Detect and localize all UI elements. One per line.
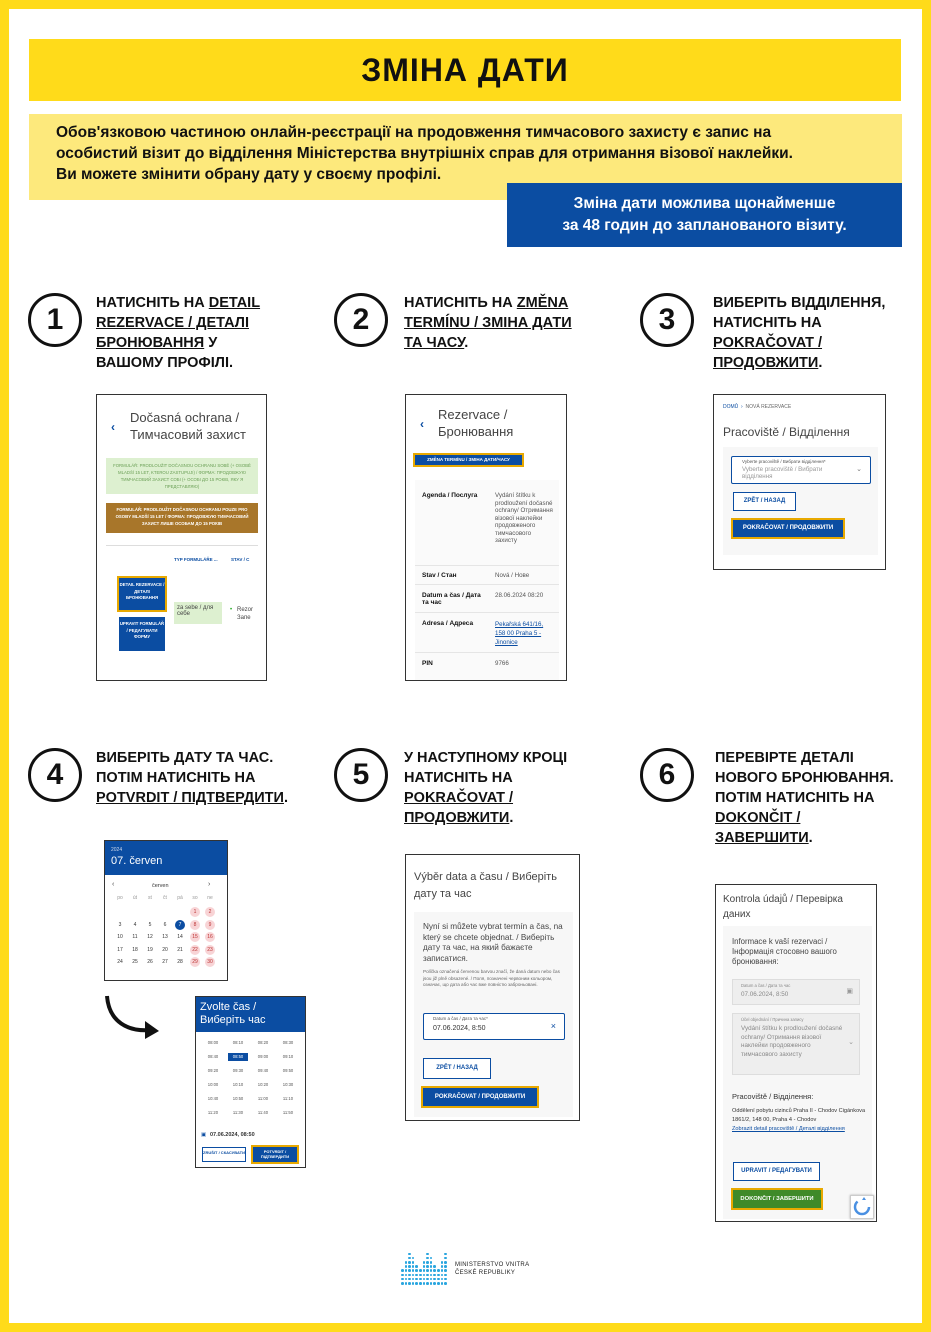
field-value: 07.06.2024, 8:50 [741,991,789,998]
step-text-pre: ВИБЕРІТЬ ДАТУ ТА ЧАС. ПОТІМ НАТИСНІТЬ НА [96,750,274,786]
form-brown[interactable]: FORMULÁŘ: PRODLOUŽIT DOČASNOU OCHRANU POUZE PRO OSOBY MLADŠÍ 15 LET / ФОРМА: ПРОДОВЖУЮ ТИМЧАСОВИЙ ЗАХИСТ ЛИШЕ ОСОБАМ ДО 15 РОКІВ [106,503,258,533]
notice-box [507,183,902,247]
row-value: Nová / Нове [495,572,530,579]
back-chevron-icon[interactable]: ‹ [111,420,115,434]
workplace-label: Pracoviště / Відділення: [732,1092,814,1101]
breadcrumb-home[interactable]: DOMŮ [723,404,739,410]
step-text-link: POTVRDIT / ПІДТВЕРДИТИ [96,790,284,806]
instructions: Nyní si můžete vybrat termín a čas, na který se chcete objednat. / Виберіть дату та час, на який бажаєте записатися. [423,922,563,963]
edit-form-button[interactable]: UPRAVIT FORMULÁŘ / РЕДАГУВАТИ ФОРМУ [119,617,165,651]
step-text-3 [713,293,908,373]
time-slot[interactable]: 08:20 [257,1040,269,1045]
calendar-day[interactable]: 30 [205,957,215,967]
clear-icon[interactable]: × [550,1021,556,1031]
screenshot-time [195,996,306,1168]
step-text-post: . [808,830,813,846]
calendar-day[interactable]: 23 [205,945,215,955]
select-label: Vyberte pracoviště / Вибрати відділення* [742,459,826,464]
calendar-day[interactable]: 15 [190,932,200,942]
calendar-year: 2024 [111,847,123,853]
calendar-day[interactable]: 19 [147,946,153,953]
weekday-label: út [132,895,138,901]
screenshot-profile [96,394,267,681]
time-slot[interactable]: 09:20 [207,1068,219,1073]
row-value: 28.06.2024 08:20 [495,592,544,599]
column-state: STAV / С [231,557,250,562]
weekday-label: pá [177,895,183,901]
workplace-select[interactable] [731,456,871,484]
calendar-day[interactable]: 8 [190,920,200,930]
time-slot[interactable]: 08:10 [232,1040,244,1045]
back-button[interactable]: ZPĚT / НАЗАД [423,1058,491,1079]
time-slot[interactable]: 09:10 [282,1054,294,1059]
field-label: Datum a čas / Дата та час [741,983,791,988]
form-green[interactable]: FORMULÁŘ: PRODLOUŽIT DOČASNOU OCHRANU SOBĚ (+ OSOBĚ MLADŠÍ 15 LET, KTEROU ZASTUPUJI) / ФОРМА: ПРОДОВЖУЮ ТИМЧАСОВИЙ ЗАХИСТ СОБІ (+ ОСОБІ ДО 15 РОКІВ, ЯКУ Я ПРЕДСТАВЛЯЮ) [106,458,258,494]
calendar-day[interactable]: 3 [118,921,122,928]
time-slot[interactable]: 10:40 [207,1096,219,1101]
row-label: Datum a čas / Дата та час [422,592,481,606]
calendar-day[interactable]: 10 [117,934,123,940]
step-text-4 [96,748,311,808]
select-placeholder: Vyberte pracoviště / Вибрати відділення [742,466,823,480]
screenshot-reservation [405,394,567,681]
notice-line: за 48 годин до запланованого візиту. [562,217,847,234]
selected-datetime: 07.06.2024, 08:50 [210,1132,255,1138]
step-text-link: ZMĚNA TERMÍNU / ЗМІНА ДАТИ ТА ЧАСУ [404,295,572,351]
prev-month-icon[interactable]: ‹ [112,881,115,888]
breadcrumb-current: NOVÁ REZERVACE [745,404,792,410]
step-text-post: У ВАШОМУ ПРОФІЛІ. [96,335,234,371]
ministry-name [455,1261,529,1277]
row-label: PIN [422,660,433,667]
screen-title: Dočasná ochrana / Тимчасовий захист [130,410,246,442]
continue-button[interactable]: POKRAČOVAT / ПРОДОВЖИТИ [733,520,843,537]
notice-line: Зміна дати можлива щонайменше [573,195,836,212]
weekday-label: čt [163,895,167,901]
time-slot[interactable]: 10:20 [257,1082,269,1087]
change-date-button[interactable]: ZMĚNA TERMÍNU / ЗМІНА ДАТИ/ЧАСУ [415,455,522,465]
field-value: Vydání štítku k prodloužení dočasné ochrany/ Отримання візової наклейки продовженого тимчасового захисту [741,1025,843,1058]
calendar-day[interactable]: 5 [148,921,152,928]
time-slot[interactable]: 08:40 [207,1054,219,1059]
recaptcha-icon[interactable] [850,1195,874,1219]
field-value: 07.06.2024, 8:50 [433,1025,486,1032]
detail-reservation-button[interactable]: DETAIL REZERVACE / ДЕТАЛІ БРОНЮВАННЯ [119,578,165,610]
calendar-day[interactable]: 22 [190,945,200,955]
workplace-text: Oddělení pobytu cizinců Praha II - Chodov Cigánkova 1861/2, 148 00, Praha 4 - Chodov [732,1108,866,1123]
calendar-day[interactable]: 13 [162,934,168,940]
step-text-2 [404,293,594,353]
finish-button[interactable]: DOKONČIT / ЗАВЕРШИТИ [733,1190,821,1208]
time-slot[interactable]: 09:00 [257,1054,269,1059]
calendar-day[interactable]: 25 [132,959,138,965]
state-dot-icon: • [230,607,233,613]
calendar-day[interactable]: 2 [205,907,215,917]
step-text-1 [96,293,286,373]
curved-arrow-icon [103,992,163,1042]
screen-title: Kontrola údajů / Перевірка даних [723,894,843,920]
calendar-day[interactable]: 29 [190,957,200,967]
time-slot[interactable]: 11:10 [282,1096,294,1101]
note: Políčka označená červenou barvou značí, že daná datum nebo čas jsou již plně obsazené. / Поля, позначені червоним кольором, означає, що дата або час вже повністю заброньовані. [423,969,560,987]
step-text-pre: У НАСТУПНОМУ КРОЦІ НАТИСНІТЬ НА [404,750,568,786]
time-slot[interactable]: 09:30 [232,1068,244,1073]
step-text-link: POKRAČOVAT / ПРОДОВЖИТИ [404,790,514,826]
step-number-1: 1 [28,293,82,347]
step-text-link: DETAIL REZERVACE / ДЕТАЛІ БРОНЮВАННЯ [96,295,261,351]
step-number-6: 6 [640,748,694,802]
step-text-pre: ПЕРЕВІРТЕ ДЕТАЛІ НОВОГО БРОНЮВАННЯ. ПОТІМ НАТИСНІТЬ НА [715,750,894,806]
screenshot-date-time [405,854,580,1121]
step-text-pre: НАТИСНІТЬ НА [404,295,517,311]
calendar-day[interactable]: 4 [133,921,137,928]
calendar-month: červen [152,883,169,889]
step-text-post: . [283,790,288,806]
back-chevron-icon[interactable]: ‹ [420,417,424,431]
calendar-day[interactable]: 24 [117,959,123,965]
workplace-detail-link[interactable]: Zobrazit detail pracoviště / Деталі відділення [732,1126,845,1132]
time-slot[interactable]: 08:50 [228,1053,248,1061]
row-value: 9766 [495,660,509,667]
edit-button[interactable]: UPRAVIT / РЕДАГУВАТИ [733,1162,820,1181]
calendar-icon: ▣ [201,1132,207,1138]
calendar-day[interactable]: 11 [132,934,138,940]
column-type: TYP FORMULÁŘE ... [174,557,218,562]
date-field [732,979,860,1005]
step-number-3: 3 [640,293,694,347]
step-number-5: 5 [334,748,388,802]
ministry-name-line2: ČESKÉ REPUBLIKY [455,1270,516,1276]
time-slot[interactable]: 11:00 [257,1096,269,1101]
time-slot[interactable]: 10:50 [232,1096,244,1101]
breadcrumb: DOMŮ › NOVÁ REZERVACE [723,404,792,410]
title-banner [29,39,901,101]
page-title: ЗМІНА ДАТИ [361,52,569,88]
calendar-date: 07. červen [111,855,163,867]
time-slot[interactable]: 11:40 [257,1110,269,1115]
intro-line: Ви можете змінити обрану дату у своєму профілі. [56,166,442,183]
time-slot[interactable]: 10:30 [282,1082,294,1087]
screenshot-workplace [713,394,886,570]
step-text-post: . [818,355,823,371]
calendar-day[interactable]: 14 [177,934,183,940]
step-text-post: . [509,810,514,826]
calendar-day[interactable]: 7 [175,920,185,930]
weekday-label: po [117,895,123,901]
step-text-pre: ВИБЕРІТЬ ВІДДІЛЕННЯ, НАТИСНІТЬ НА [713,295,886,331]
row-label: Stav / Стан [422,572,457,579]
field-label: Datum a čas / Дата та час* [433,1016,488,1021]
time-slot[interactable]: 11:30 [232,1110,244,1115]
row-label: Adresa / Адреса [422,620,474,627]
step-text-link: POKRAČOVAT / ПРОДОВЖИТИ [713,335,823,371]
cancel-button[interactable]: ZRUŠIT / СКАСУВАТИ [202,1147,246,1162]
step-number-2: 2 [334,293,388,347]
calendar-day[interactable]: 21 [177,946,183,953]
row-value: Vydání štítku k prodloužení dočasné ochrany/ Отримання візової наклейки продовженого тимчасового захисту [495,492,553,544]
time-slot[interactable]: 09:40 [257,1068,269,1073]
step-text-link: DOKONČIT / ЗАВЕРШИТИ [715,810,809,846]
continue-button[interactable]: POKRAČOVAT / ПРОДОВЖИТИ [423,1088,537,1106]
time-slot[interactable]: 10:00 [207,1082,219,1087]
step-text-5 [404,748,594,828]
confirm-button[interactable]: POTVRDIT / ПІДТВЕРДИТИ [253,1147,297,1162]
info-text: Informace k vaší rezervaci / Інформація стосовно вашого бронювання: [732,937,837,966]
ministry-logo-icon [401,1247,449,1285]
calendar-day[interactable]: 26 [147,959,153,965]
time-title: Zvolte čas / Виберіть час [200,1001,266,1026]
calendar-day[interactable]: 12 [147,934,153,940]
time-slot[interactable]: 10:10 [232,1082,244,1087]
time-slot[interactable]: 08:00 [207,1040,219,1045]
weekday-label: st [148,895,152,901]
agenda-field [732,1013,860,1075]
screen-title: Pracoviště / Відділення [723,425,850,439]
calendar-day[interactable]: 27 [162,959,168,965]
calendar-day[interactable]: 18 [132,946,138,953]
next-month-icon[interactable]: › [208,881,211,888]
intro-line: Обов'язковою частиною онлайн-реєстрації на продовження тимчасового захисту є запис на [56,124,772,141]
ministry-name-line1: MINISTERSTVO VNITRA [455,1262,530,1268]
chevron-down-icon: ⌄ [848,1039,854,1046]
screen-title: Výběr data a času / Виберіть дату та час [414,871,557,900]
calendar-day[interactable]: 9 [205,920,215,930]
calendar-day[interactable]: 28 [177,959,183,965]
time-slot[interactable]: 11:20 [207,1110,219,1115]
chevron-down-icon: ⌄ [856,466,862,473]
screenshot-review [715,884,877,1222]
address-link[interactable]: Pekařská 641/16, 158 00 Praha 5 - Jinonice [495,621,544,646]
time-slot[interactable]: 08:30 [282,1040,294,1045]
calendar-day[interactable]: 16 [205,932,215,942]
weekday-label: ne [207,895,213,901]
step-text-pre: НАТИСНІТЬ НА [96,295,209,311]
type-cell: za sebe / для себе [174,602,222,624]
weekday-label: so [192,895,198,901]
calendar-day[interactable]: 6 [163,921,167,928]
field-label: Účel objednání / Причина запису [741,1017,804,1022]
screen-title: Rezervace / Бронювання [438,407,514,439]
calendar-day[interactable]: 17 [117,946,123,953]
time-slot[interactable]: 11:50 [282,1110,294,1115]
step-text-6 [715,748,895,848]
time-slot[interactable]: 09:50 [282,1068,294,1073]
calendar-day[interactable]: 20 [162,946,168,953]
screenshot-calendar [104,840,228,981]
row-label: Agenda / Послуга [422,492,478,499]
date-time-field[interactable] [423,1013,565,1040]
calendar-icon: ▣ [846,988,853,995]
intro-line: особистий візит до відділення Міністерства внутрішніх справ для отримання візової наклейки. [56,145,793,162]
step-text-post: . [464,335,469,351]
state-cell: Rezor Запе [237,607,254,621]
step-number-4: 4 [28,748,82,802]
calendar-day[interactable]: 1 [190,907,200,917]
back-button[interactable]: ZPĚT / НАЗАД [733,492,796,511]
